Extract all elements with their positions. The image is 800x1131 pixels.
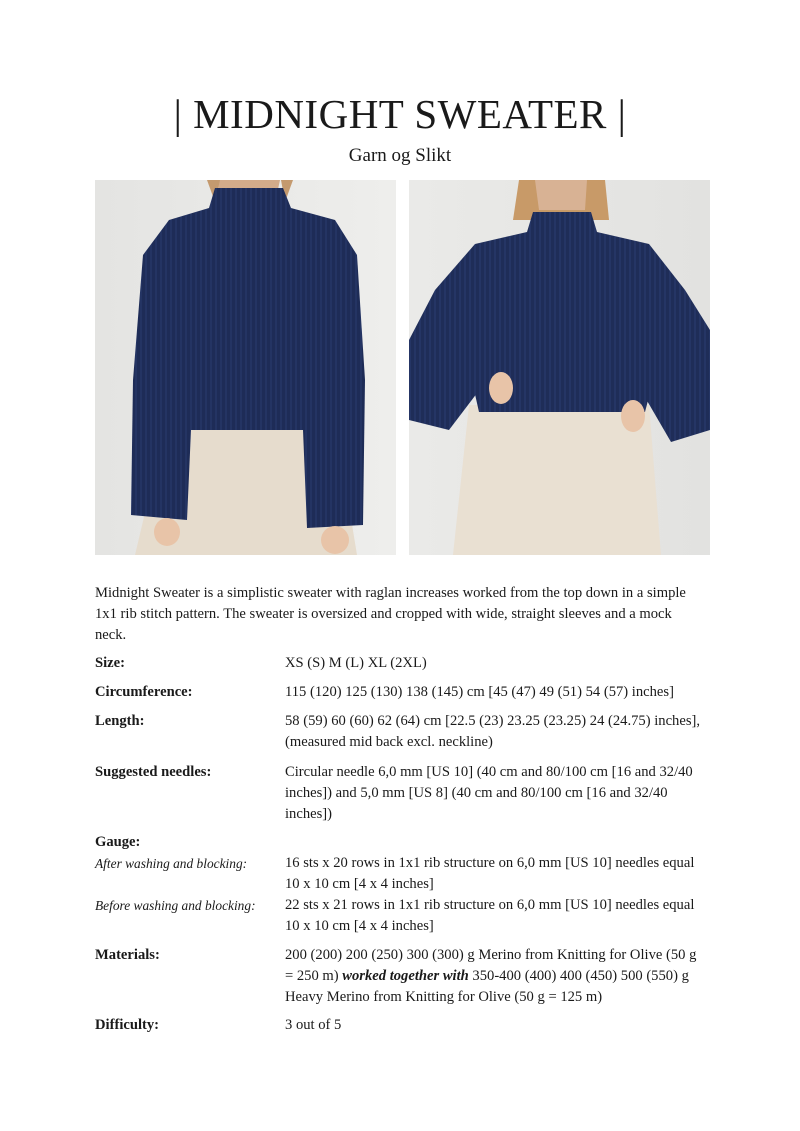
spec-circumference-value: 115 (120) 125 (130) 138 (145) cm [45 (47) 49 (51) 54 (57) inches]: [285, 684, 674, 700]
spec-gauge-before-value: 22 sts x 21 rows in 1x1 rib structure on 6,0 mm [US 10] needles equal 10 x 10 cm [4 x 4 inches]: [285, 897, 695, 934]
spec-size-value: XS (S) M (L) XL (2XL): [285, 655, 427, 671]
materials-text-part1: 200 (200) 200 (250) 300 (300) g Merino from Knitting for Olive (50 g = 250 m): [285, 947, 697, 984]
photo-front-view: [95, 180, 396, 555]
photo-hands-on-hips: [409, 180, 710, 555]
pattern-description: Midnight Sweater is a simplistic sweater with raglan increases worked from the top down in a simple 1x1 rib stitch pattern. The sweater is oversized and cropped with wide, straight sleeves and a mock neck.: [95, 585, 686, 643]
spec-length-value: 58 (59) 60 (60) 62 (64) cm [22.5 (23) 23.25 (23.25) 24 (24.75) inches], (measured mid back excl. neckline): [285, 713, 701, 750]
spec-circumference-label: Circumference:: [95, 684, 193, 700]
spec-gauge-before-label: Before washing and blocking:: [95, 898, 256, 913]
spec-gauge-after-value: 16 sts x 20 rows in 1x1 rib structure on 6,0 mm [US 10] needles equal 10 x 10 cm [4 x 4 inches]: [285, 855, 695, 892]
spec-needles-value: Circular needle 6,0 mm [US 10] (40 cm and 80/100 cm [16 and 32/40 inches]) and 5,0 mm [US 8] (40 cm and 80/100 cm [16 and 32/40 inches]): [285, 764, 693, 822]
spec-difficulty-value: 3 out of 5: [285, 1017, 342, 1033]
materials-emphasis: worked together with: [342, 968, 469, 984]
spec-gauge-label: Gauge:: [95, 834, 141, 850]
spec-gauge-after-label: After washing and blocking:: [95, 856, 248, 871]
spec-materials-label: Materials:: [95, 947, 160, 963]
spec-needles-label: Suggested needles:: [95, 764, 212, 780]
spec-materials-value: [285, 945, 705, 1008]
page-subtitle: Garn og Slikt: [348, 145, 452, 166]
materials-text-part2: 350-400 (400) 400 (450) 500 (550) g Heavy Merino from Knitting for Olive (50 g = 125 m): [285, 968, 689, 1005]
spec-size-label: Size:: [95, 655, 125, 671]
spec-length-label: Length:: [95, 713, 145, 729]
spec-difficulty-label: Difficulty:: [95, 1017, 160, 1033]
page-title: | MIDNIGHT SWEATER |: [173, 91, 627, 137]
